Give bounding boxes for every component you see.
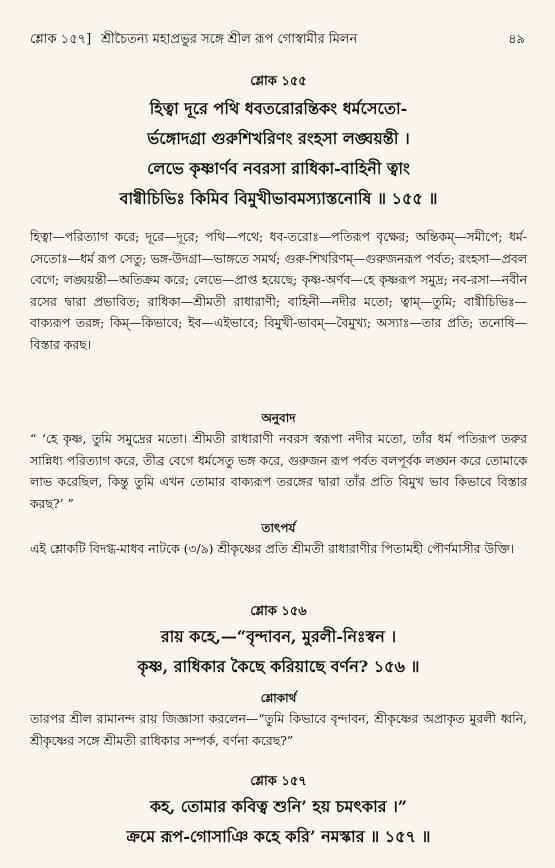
sloka-156-label: শ্লোক ১৫৬ bbox=[250, 604, 307, 619]
sloka-155-translation: “ ‘হে কৃষ্ণ, তুমি সমুদ্রের মতো। শ্রীমতী রাধারাণী নবরস স্বরূপা নদীর মতো, তাঁর ধর্ম পতিরূপ তরুর সান্নিধ্য পরিত্যাগ করে, তীব্র বেগে ধর্মসেতু ভঙ্গ করে, গুরুজন রূপ পর্বত বলপূর্বক লঙ্ঘন করে তোমাকে লাভ করেছিল, কিন্তু তুমি এখন তোমার বাক্যরূপ তরঙ্গের দ্বারা তাঁর প্রতি বিমুখ ভাব কিভাবে বিস্তার করছ?’ ” bbox=[30, 431, 527, 511]
sloka-157-label: শ্লোক ১৫৭ bbox=[250, 774, 307, 789]
translation-heading: অনুবাদ bbox=[261, 411, 296, 425]
sloka-156-meaning: তারপর শ্রীল রামানন্দ রায় জিজ্ঞাসা করলেন—“তুমি কিভাবে বৃন্দাবন, শ্রীকৃষ্ণের অপ্রাকৃত মুরলী ধ্বনি, শ্রীকৃষ্ণের সঙ্গে শ্রীমতী রাধিকার সম্পর্ক, বর্ণনা করেছ?” bbox=[30, 711, 527, 748]
sloka-155-verse bbox=[30, 94, 527, 214]
sloka-155-synonyms: হিত্বা—পরিত্যাগ করে; দূরে—দূরে; পথি—পথে; ধব-তরোঃ—পতিরূপ বৃক্ষের; অন্তিকম্—সমীপে; ধর্ম-সেতোঃ—ধর্ম রূপ সেতু; ভঙ্গ-উদগ্রা—ভাঙ্গতে সমর্থ; গুরু-শিখরিণম্—গুরুজনরূপ পর্বত; রংহসা—প্রবল বেগে; লঙ্ঘয়ন্তী—অতিক্রম করে; লেভে—প্রাপ্ত হয়েছে; কৃষ্ণ-অর্ণব—হে কৃষ্ণরূপ সমুদ্র; নব-রসা—নবীন রসের দ্বারা প্রভাবিত; রাধিকা—শ্রীমতী রাধারাণী; বাহিনী—নদীর মতো; ত্বাম্—তুমি; বাগ্বীচিভিঃ—বাক্যরূপ তরঙ্গ; কিম্—কিভাবে; ইব—এইভাবে; বিমুখী-ভাবম্—বৈমুখ্য; অস্যাঃ—তার প্রতি; তনোষি—বিস্তার করছ। bbox=[30, 229, 527, 352]
meaning-heading: শ্লোকার্থ bbox=[260, 691, 297, 705]
verse-line: কৃষ্ণ, রাধিকার কৈছে করিয়াছে বর্ণন? ১৫৬ ॥ bbox=[137, 657, 420, 676]
purport-heading: তাৎপর্য bbox=[261, 521, 296, 535]
verse-line: র্ভঙ্গোদগ্রা গুরুশিখরিণং রংহসা লঙ্ঘয়ন্তী । bbox=[147, 129, 410, 148]
header-chapter-title: শ্রীচৈতন্য মহাপ্রভুর সঙ্গে শ্রীল রূপ গোস্বামীর মিলন bbox=[101, 32, 358, 47]
sloka-156-verse bbox=[30, 622, 527, 682]
page-number: ৪৯ bbox=[508, 32, 525, 47]
sloka-155-label-block bbox=[30, 70, 527, 93]
verse-line: বাগ্বীচিভিঃ কিমিব বিমুখীভাবমস্যাস্তনোষি ॥ ১৫৫ ॥ bbox=[119, 189, 438, 208]
verse-line: লেভে কৃষ্ণার্ণব নবরসা রাধিকা-বাহিনী ত্বাং bbox=[147, 159, 410, 178]
sloka-157-label-block bbox=[30, 770, 527, 793]
header-verse-ref: শ্লোক ১৫৭] bbox=[30, 32, 92, 47]
running-header bbox=[30, 30, 525, 51]
sloka-155-label: শ্লোক ১৫৫ bbox=[250, 74, 307, 89]
sloka-155-purport: এই শ্লোকটি বিদগ্ধ-মাধব নাটকে (৩/৯) শ্রীকৃষ্ণের প্রতি শ্রীমতী রাধারাণীর পিতামহী পৌর্ণমাসীর উক্তি। bbox=[30, 541, 515, 556]
sloka-156-label-block bbox=[30, 600, 527, 623]
verse-line: হিত্বা দূরে পথি ধবতরোরন্তিকং ধর্মসেতো- bbox=[149, 99, 408, 118]
verse-line: কহ, তোমার কবিত্ব শুনি’ হয় চমৎকার ।” bbox=[149, 797, 408, 816]
sloka-157-verse bbox=[30, 792, 527, 852]
verse-line: ক্রমে রূপ-গোসাঞি কহে করি’ নমস্কার ॥ ১৫৭ ॥ bbox=[126, 827, 431, 846]
verse-line: রায় কহে,—“বৃন্দাবন, মুরলী-নিঃস্বন । bbox=[160, 627, 397, 646]
